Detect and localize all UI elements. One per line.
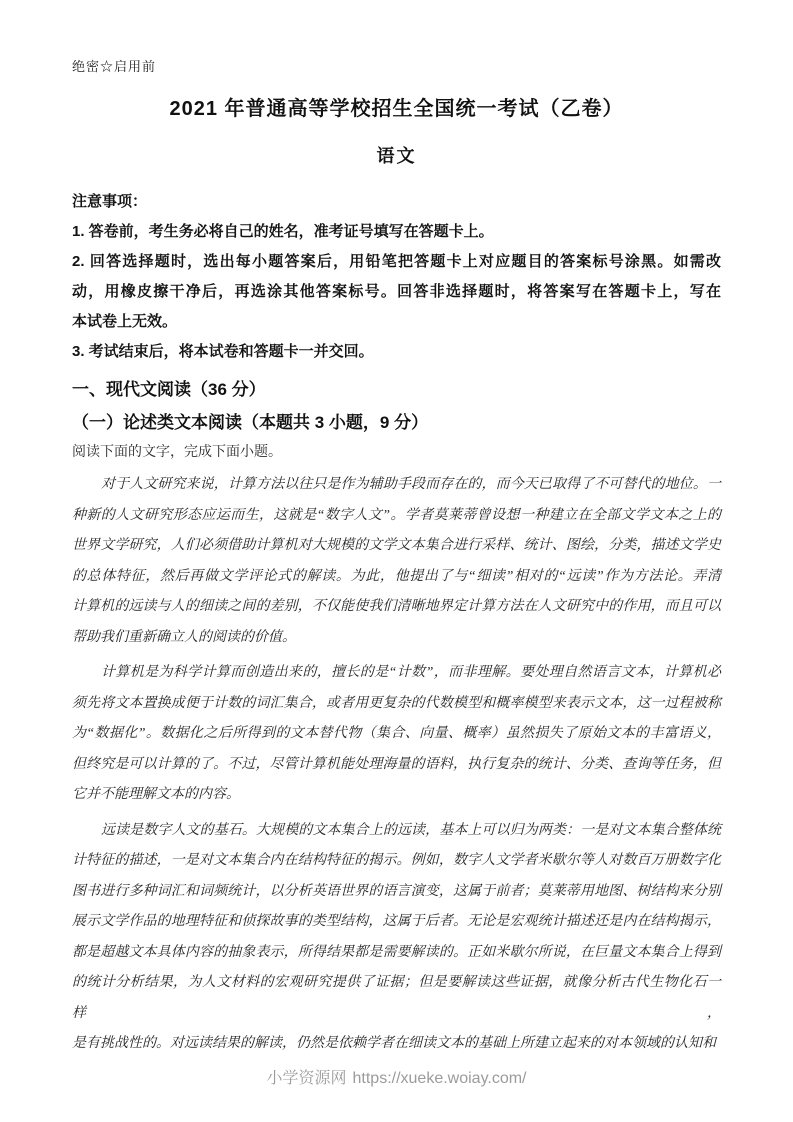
passage-paragraph-line: 须先将文本置换成便于计数的词汇集合，或者用更复杂的代数模型和概率模型来表示文本，这一过程被称 — [72, 695, 721, 711]
footer-site-url: https://xueke.woiay.com/ — [352, 1070, 527, 1087]
passage-paragraph-line: 世界文学研究，人们必须借助计算机对大规模的文学文本集合进行采样、统计、图绘，分类，描述文学史 — [72, 538, 721, 553]
exam-title: 2021 年普通高等学校招生全国统一考试（乙卷） — [169, 98, 624, 120]
passage-paragraph-line: 帮助我们重新确立人的阅读的价值。 — [72, 629, 296, 645]
exam-subject: 语文 — [376, 146, 417, 166]
passage-paragraph-line: 图书进行多种词汇和词频统计，以分析英语世界的语言演变，这属于前者；莫莱蒂用地图、树结构来分别 — [72, 883, 721, 899]
notice-item-line: 动，用橡皮擦干净后，再选涂其他答案标号。回答非选择题时，将答案写在答题卡上，写在 — [72, 283, 721, 300]
reading-instruction: 阅读下面的文字，完成下面小题。 — [72, 445, 282, 460]
notice-item-line: 2. 回答选择题时，选出每小题答案后，用铅笔把答题卡上对应题目的答案标号涂黑。如需改 — [72, 253, 721, 270]
passage-paragraph-line: 但终究是可以计算的了。不过，尽管计算机能处理海量的语料，执行复杂的统计、分类、查询等任务，但 — [72, 756, 721, 772]
notice-list — [72, 217, 721, 367]
passage — [72, 470, 721, 1060]
notice-item-line: 本试卷上无效。 — [72, 313, 178, 330]
passage-paragraph-line: 远读是数字人文的基石。大规模的文本集合上的远读，基本上可以归为两类：一是对文本集合整体统 — [101, 822, 721, 838]
notice-item — [72, 217, 721, 247]
footer-site-name: 小学资源网 — [266, 1070, 347, 1087]
passage-paragraph-line: 展示文学作品的地理特征和侦探故事的类型结构，这属于后者。无论是宏观统计描述还是内在结构揭示， — [72, 914, 721, 929]
passage-paragraph-line: 计算机是为科学计算而创造出来的，擅长的是“计数”，而非理解。要处理自然语言文本，计算机必 — [101, 665, 721, 680]
passage-paragraph-line: 为“数据化”。数据化之后所得到的文本替代物（集合、向量、概率）虽然损失了原始文本的丰富语义， — [72, 726, 721, 741]
passage-paragraph-line: 都是超越文本具体内容的抽象表示，所得结果都是需要解读的。正如米歇尔所说，在巨量文本集合上得到 — [72, 944, 721, 960]
passage-paragraph-line: 的统计分析结果，为人文材料的宏观研究提供了证据；但是要解读这些证据，就像分析古代生物化石一样， — [72, 975, 721, 1021]
classification-label: 绝密☆启用前 — [72, 59, 157, 74]
passage-paragraph — [72, 658, 721, 811]
passage-paragraph-line: 对于人文研究来说，计算方法以往只是作为辅助手段而存在的，而今天已取得了不可替代的地位。一 — [101, 477, 721, 492]
passage-paragraph-line: 的总体特征，然后再做文学评论式的解读。为此，他提出了与“细读”相对的“远读”作为方法论。弄清 — [72, 568, 721, 584]
passage-paragraph — [72, 816, 721, 1060]
passage-paragraph-line: 计算机的远读与人的细读之间的差别，不仅能使我们清晰地界定计算方法在人文研究中的作用，而且可以 — [72, 599, 721, 614]
passage-paragraph — [72, 470, 721, 653]
notice-heading: 注意事项： — [72, 193, 148, 210]
passage-paragraph-line: 计特征的描述，一是对文本集合内在结构特征的揭示。例如，数字人文学者米歇尔等人对数百万册数字化 — [72, 853, 721, 868]
notice-item-line: 1. 答卷前，考生务必将自己的姓名，准考证号填写在答题卡上。 — [72, 223, 494, 240]
passage-paragraph-line: 它并不能理解文本的内容。 — [72, 787, 240, 802]
section-heading-part-one: 一、现代文阅读（36 分） — [72, 380, 266, 399]
section-heading-part-one-sub: （一）论述类文本阅读（本题共 3 小题，9 分） — [72, 413, 429, 432]
notice-item — [72, 337, 721, 367]
passage-paragraph-line: 种新的人文研究形态应运而生，这就是“数字人文”。学者莫莱蒂曾设想一种建立在全部文学文本之上的 — [72, 507, 721, 523]
passage-paragraph-line: 是有挑战性的。对远读结果的解读，仍然是依赖学者在细读文本的基础上所建立起来的对本领域的认知和 — [72, 1036, 716, 1051]
notice-item-line: 3. 考试结束后，将本试卷和答题卡一并交回。 — [72, 343, 374, 360]
footer-watermark — [0, 1065, 793, 1088]
notice-item — [72, 247, 721, 337]
